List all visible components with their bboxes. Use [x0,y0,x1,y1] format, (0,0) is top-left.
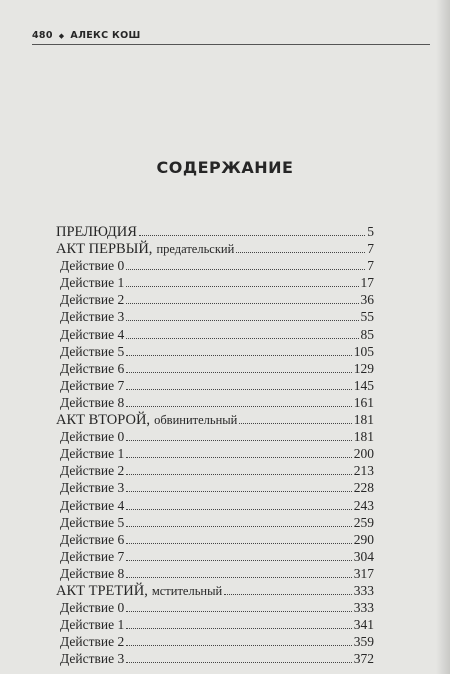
toc-entry-title: Действие 2 [60,292,125,308]
toc-entry-subtitle: обвинительный [154,413,238,428]
dot-leader [126,634,352,646]
toc-page-number: 181 [353,429,374,445]
toc-item-row [56,616,374,633]
toc-item-row [56,394,374,411]
dot-leader [126,532,352,544]
toc-item-row [56,445,374,462]
toc-page-number: 181 [353,412,374,428]
toc-page-number: 105 [353,343,374,359]
dot-leader [126,327,358,339]
toc-entry-title: Действие 0 [60,600,125,616]
toc-page-number: 304 [353,548,374,564]
toc-page-number: 228 [353,480,374,496]
dot-leader [126,480,352,492]
dot-leader [126,463,352,475]
dot-leader [126,395,352,407]
toc-entry-title: Действие 4 [60,497,125,513]
toc-item-row [56,291,374,308]
toc-page-number: 333 [353,600,374,616]
toc-entry-title: Действие 0 [60,258,125,274]
dot-leader [126,566,352,578]
toc-entry-title: Действие 4 [60,326,125,342]
toc-item-row [56,565,374,582]
toc-page-number: 200 [353,446,374,462]
dot-leader [236,241,365,253]
toc-item-row [56,462,374,479]
toc-item-row [56,531,374,548]
toc-entry-title: Действие 8 [60,565,125,581]
toc-page-number: 333 [353,582,374,598]
toc-item-row [56,343,374,360]
author-name: АЛЕКС КОШ [70,30,141,41]
toc-entry-title: Действие 7 [60,377,125,393]
toc-entry-title: Действие 0 [60,429,125,445]
toc-page-number: 359 [353,634,374,650]
toc-entry-title: Действие 5 [60,514,125,530]
dot-leader [126,275,358,287]
toc-page-number: 36 [360,292,374,308]
toc-entry-title: Действие 3 [60,651,125,667]
toc-page-number: 85 [360,326,374,342]
toc-page-number: 290 [353,531,374,547]
toc-item-row [56,479,374,496]
toc-page-number: 161 [353,394,374,410]
toc-item-row [56,428,374,445]
toc-entry-subtitle: мстительный [151,583,223,598]
toc-entry-title: Действие 2 [60,634,125,650]
toc-entry-title: АКТ ВТОРОЙ, [56,412,151,429]
toc-page-number: 213 [353,463,374,479]
toc-page-number: 5 [367,224,374,239]
dot-leader [126,361,352,373]
toc-entry-title: Действие 7 [60,548,125,564]
running-header [32,30,430,45]
toc-entry-title: Действие 8 [60,394,125,410]
dot-leader [239,412,351,424]
dot-leader [139,224,365,236]
toc-item-row [56,274,374,291]
dot-leader [126,292,358,304]
toc-page-number: 7 [367,241,374,257]
toc-item-row [56,326,374,343]
toc-entry-title: ПРЕЛЮДИЯ [56,224,137,240]
toc-entry-title: Действие 3 [60,480,125,496]
toc-section-row [56,582,374,599]
toc-page-number: 145 [353,377,374,393]
table-of-contents [56,223,374,667]
dot-leader [126,446,352,458]
toc-item-row [56,633,374,650]
toc-entry-title: АКТ ПЕРВЫЙ, [56,241,153,258]
dot-leader [126,309,358,321]
toc-section-row [56,240,374,257]
dot-leader [126,344,352,356]
toc-item-row [56,308,374,325]
page-edge-shadow [436,0,450,674]
toc-section-row [56,411,374,428]
toc-entry-title: АКТ ТРЕТИЙ, [56,582,148,599]
toc-entry-title: Действие 2 [60,463,125,479]
toc-item-row [56,599,374,616]
dot-leader [126,498,352,510]
dot-leader [126,651,352,663]
page-number: 480 [32,30,53,41]
dot-leader [126,600,352,612]
toc-page-number: 243 [353,497,374,513]
toc-page-number: 7 [367,258,374,274]
separator-diamond-icon: ◆ [58,31,65,40]
toc-page-number: 317 [353,565,374,581]
toc-entry-title: Действие 1 [60,617,125,633]
toc-item-row [56,497,374,514]
toc-page-number: 17 [360,275,374,291]
dot-leader [126,515,352,527]
toc-item-row [56,514,374,531]
dot-leader [126,429,352,441]
toc-section-row [56,223,374,240]
toc-page-number: 55 [360,309,374,325]
toc-page-number: 259 [353,514,374,530]
toc-page-number: 372 [353,651,374,667]
toc-entry-title: Действие 1 [60,446,125,462]
toc-item-row [56,377,374,394]
toc-item-row [56,360,374,377]
toc-item-row [56,257,374,274]
dot-leader [126,617,352,629]
toc-item-row [56,650,374,667]
toc-item-row [56,548,374,565]
dot-leader [126,549,352,561]
toc-entry-title: Действие 5 [60,343,125,359]
toc-entry-title: Действие 6 [60,531,125,547]
toc-page-number: 129 [353,360,374,376]
dot-leader [224,583,352,595]
dot-leader [126,378,352,390]
toc-page-number: 341 [353,617,374,633]
toc-title: СОДЕРЖАНИЕ [156,158,294,177]
toc-entry-subtitle: предательский [156,242,235,257]
toc-entry-title: Действие 1 [60,275,125,291]
toc-entry-title: Действие 3 [60,309,125,325]
toc-entry-title: Действие 6 [60,360,125,376]
dot-leader [126,258,365,270]
